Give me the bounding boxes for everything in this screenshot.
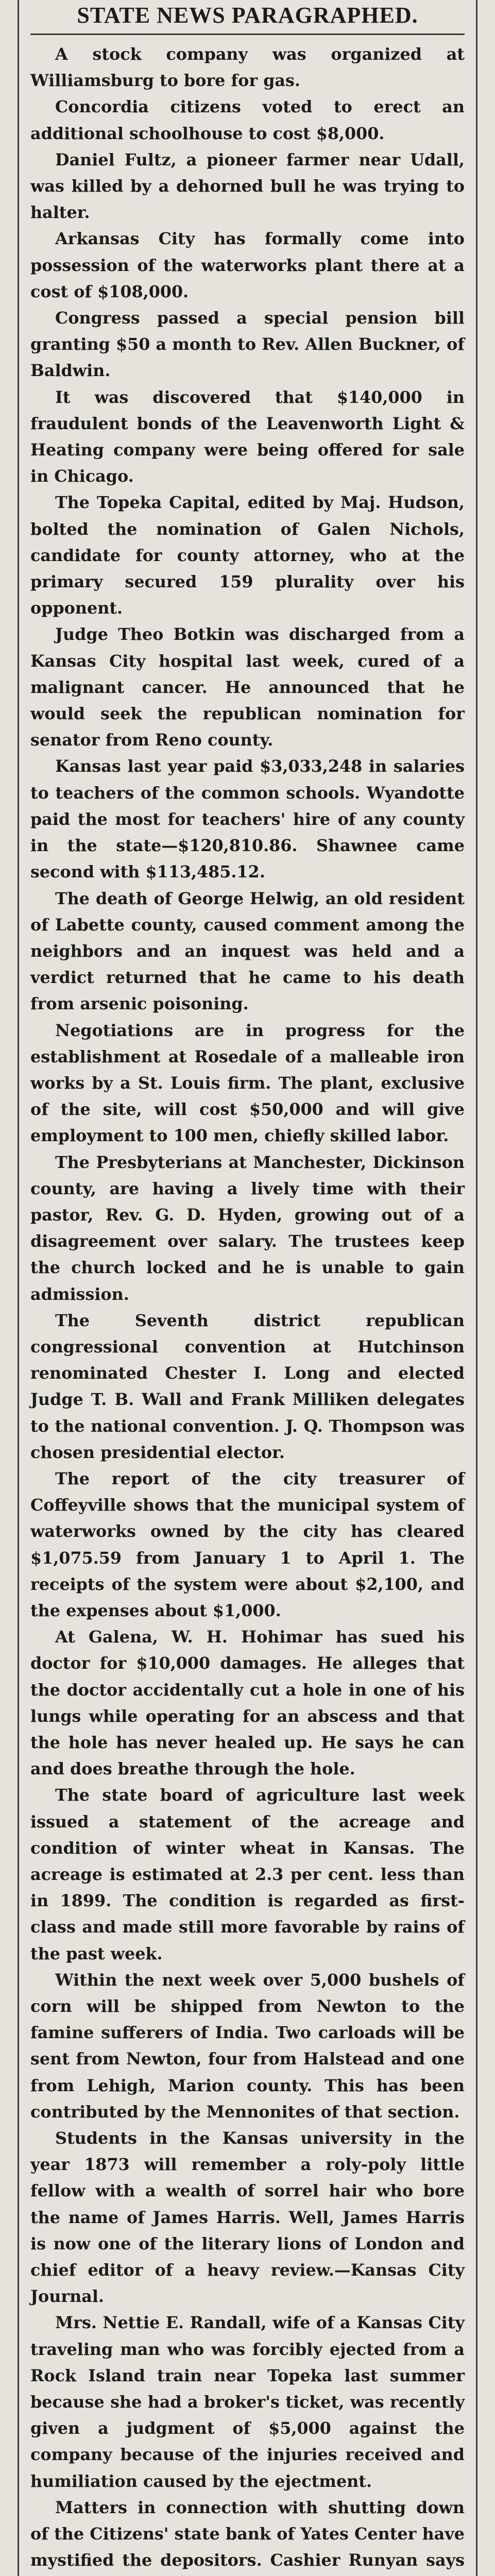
news-paragraph: The state board of agriculture last week issued a statement of the acreage and condition of winter wheat in Kansas. The acreage is estimated at 2.3 per cent. less than in 1899. The condition is regarded as first-class and made still more favorable by rains of the past week.: [30, 1786, 465, 1963]
news-items: [30, 41, 465, 2576]
news-paragraph: It was discovered that $140,000 in fraudulent bonds of the Leavenworth Light & Heating company were being offered for sale in Chicago.: [30, 387, 465, 486]
news-paragraph: Concordia citizens voted to erect an additional schoolhouse to cost $8,000.: [30, 97, 465, 143]
news-paragraph: The death of George Helwig, an old resident of Labette county, caused comment among the neighbors and an inquest was held and a verdict returned that he came to his death from arsenic poisoning.: [30, 889, 465, 1014]
column-headline: STATE NEWS PARAGRAPHED.: [30, 2, 465, 35]
news-paragraph: Within the next week over 5,000 bushels of corn will be shipped from Newton to the famine sufferers of India. Two carloads will be sent from Newton, four from Halstead and one from Lehigh, Marion county. This has been contributed by the Mennonites of that section.: [30, 1970, 465, 2122]
news-paragraph: A stock company was organized at Williamsburg to bore for gas.: [30, 45, 465, 91]
news-paragraph: Arkansas City has formally come into possession of the waterworks plant there at a cost of $108,000.: [30, 229, 465, 301]
news-paragraph: At Galena, W. H. Hohimar has sued his doctor for $10,000 damages. He alleges that the doctor accidentally cut a hole in one of his lungs while operating for an abscess and that the hole has never healed up. He says he can and does breathe through the hole.: [30, 1628, 465, 1779]
news-paragraph: The report of the city treasurer of Coffeyville shows that the municipal system of waterworks owned by the city has cleared $1,075.59 from January 1 to April 1. The receipts of the system were about $2,100, and the expenses about $1,000.: [30, 1469, 465, 1620]
news-paragraph: Kansas last year paid $3,033,248 in salaries to teachers of the common schools. Wyandotte paid the most for teachers' hire of any county in the state—$120,810.86. Shawnee came second with $113,485.12.: [30, 757, 465, 882]
news-paragraph: The Seventh district republican congressional convention at Hutchinson renominated Chester I. Long and elected Judge T. B. Wall and Frank Milliken delegates to the national convention. J. Q. Thompson was chosen presidential elector.: [30, 1311, 465, 1462]
news-paragraph: Students in the Kansas university in the year 1873 will remember a roly-poly little fellow with a wealth of sorrel hair who bore the name of James Harris. Well, James Harris is now one of the literary lions of London and chief editor of a heavy review.—Kansas City Journal.: [30, 2129, 465, 2307]
news-paragraph: Daniel Fultz, a pioneer farmer near Udall, was killed by a dehorned bull he was trying to halter.: [30, 150, 465, 223]
news-paragraph: Congress passed a special pension bill granting $50 a month to Rev. Allen Buckner, of Baldwin.: [30, 309, 465, 381]
news-paragraph: Mrs. Nettie E. Randall, wife of a Kansas City traveling man who was forcibly ejected from a Rock Island train near Topeka last summer because she had a broker's ticket, was recently given a judgment of $5,000 against the company because of the injuries received and humiliation caused by the ejectment.: [30, 2313, 465, 2491]
news-column: [18, 0, 477, 2576]
news-paragraph: The Topeka Capital, edited by Maj. Hudson, bolted the nomination of Galen Nichols, candidate for county attorney, who at the primary secured 159 plurality over his opponent.: [30, 493, 465, 618]
news-paragraph: Matters in connection with shutting down of the Citizens' state bank of Yates Center have mystified the depositors. Cashier Runyan says: [30, 2498, 465, 2570]
news-paragraph: Judge Theo Botkin was discharged from a Kansas City hospital last week, cured of a malignant cancer. He announced that he would seek the republican nomination for senator from Reno county.: [30, 625, 465, 750]
news-paragraph: The Presbyterians at Manchester, Dickinson county, are having a lively time with their pastor, Rev. G. D. Hyden, growing out of a disagreement over salary. The trustees keep the church locked and he is unable to gain admission.: [30, 1153, 465, 1304]
news-paragraph: Negotiations are in progress for the establishment at Rosedale of a malleable iron works by a St. Louis firm. The plant, exclusive of the site, will cost $50,000 and will give employment to 100 men, chiefly skilled labor.: [30, 1021, 465, 1146]
